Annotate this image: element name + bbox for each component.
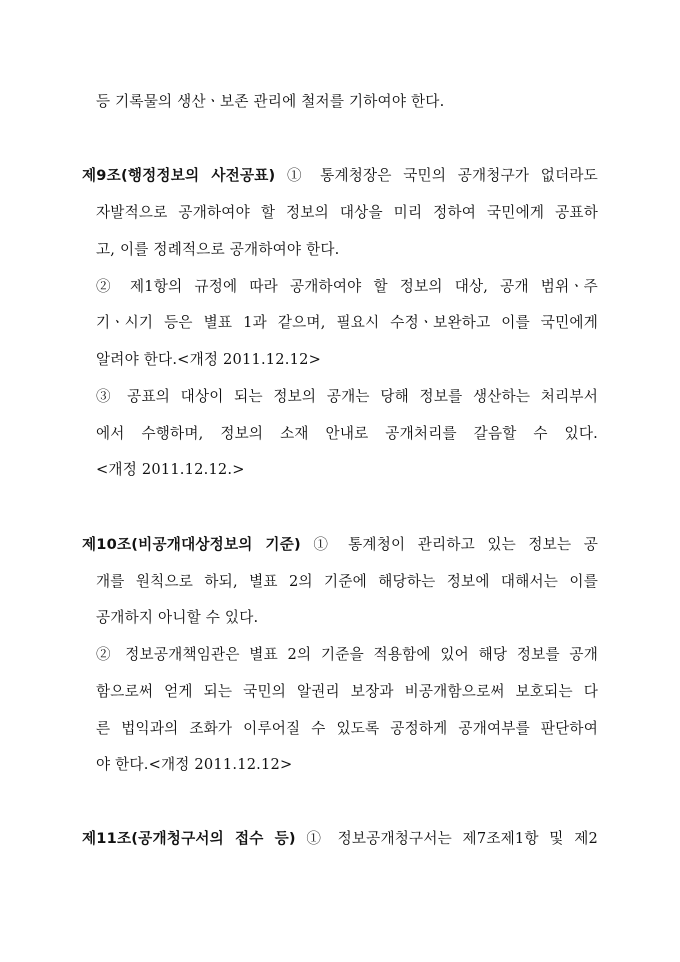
text-line-9: 에서 수행하며, 정보의 소재 안내로 공개처리를 갈음할 수 있다. bbox=[96, 425, 598, 442]
article-11-heading-line: 제11조(공개청구서의 접수 등) ① 정보공개청구서는 제7조제1항 및 제2 bbox=[82, 830, 598, 847]
article-10-heading-line: 제10조(비공개대상정보의 기준) ① 통계청이 관리하고 있는 정보는 공 bbox=[82, 536, 598, 553]
text-line-1: 등 기록물의 생산ㆍ보존 관리에 철저를 기하여야 한다. bbox=[96, 93, 445, 110]
article-9-heading-line: 제9조(행정정보의 사전공표) ① 통계청장은 국민의 공개청구가 없더라도 bbox=[82, 167, 598, 184]
text-line-4: 고, 이를 정례적으로 공개하여야 한다. bbox=[96, 241, 340, 258]
text-line-5: ② 제1항의 규정에 따라 공개하여야 할 정보의 대상, 공개 범위ㆍ주 bbox=[96, 278, 598, 295]
text-line-17: 야 한다.<개정 2011.12.12> bbox=[96, 756, 293, 773]
text-line-13: 공개하지 아니할 수 있다. bbox=[96, 609, 259, 626]
text-line-6: 기ㆍ시기 등은 별표 1과 같으며, 필요시 수정ㆍ보완하고 이를 국민에게 bbox=[96, 314, 598, 331]
article-10-heading: 제10조(비공개대상정보의 기준) bbox=[82, 536, 301, 553]
article-11-heading: 제11조(공개청구서의 접수 등) bbox=[82, 830, 296, 847]
text-line-12: 개를 원칙으로 하되, 별표 2의 기준에 해당하는 정보에 대해서는 이를 bbox=[96, 573, 598, 590]
text-line-3: 자발적으로 공개하여야 할 정보의 대상을 미리 정하여 국민에게 공표하 bbox=[96, 204, 598, 221]
text-line-10: <개정 2011.12.12.> bbox=[96, 461, 245, 478]
text-line-8: ③ 공표의 대상이 되는 정보의 공개는 당해 정보를 생산하는 처리부서 bbox=[96, 388, 598, 405]
article-9-heading: 제9조(행정정보의 사전공표) bbox=[82, 167, 276, 184]
text-line-15: 함으로써 얻게 되는 국민의 알권리 보장과 비공개함으로써 보호되는 다 bbox=[96, 683, 598, 700]
text-line-16: 른 법익과의 조화가 이루어질 수 있도록 공정하게 공개여부를 판단하여 bbox=[96, 720, 598, 737]
text-line-14: ② 정보공개책임관은 별표 2의 기준을 적용함에 있어 해당 정보를 공개 bbox=[96, 646, 598, 663]
text-line-7: 알려야 한다.<개정 2011.12.12> bbox=[96, 351, 322, 368]
